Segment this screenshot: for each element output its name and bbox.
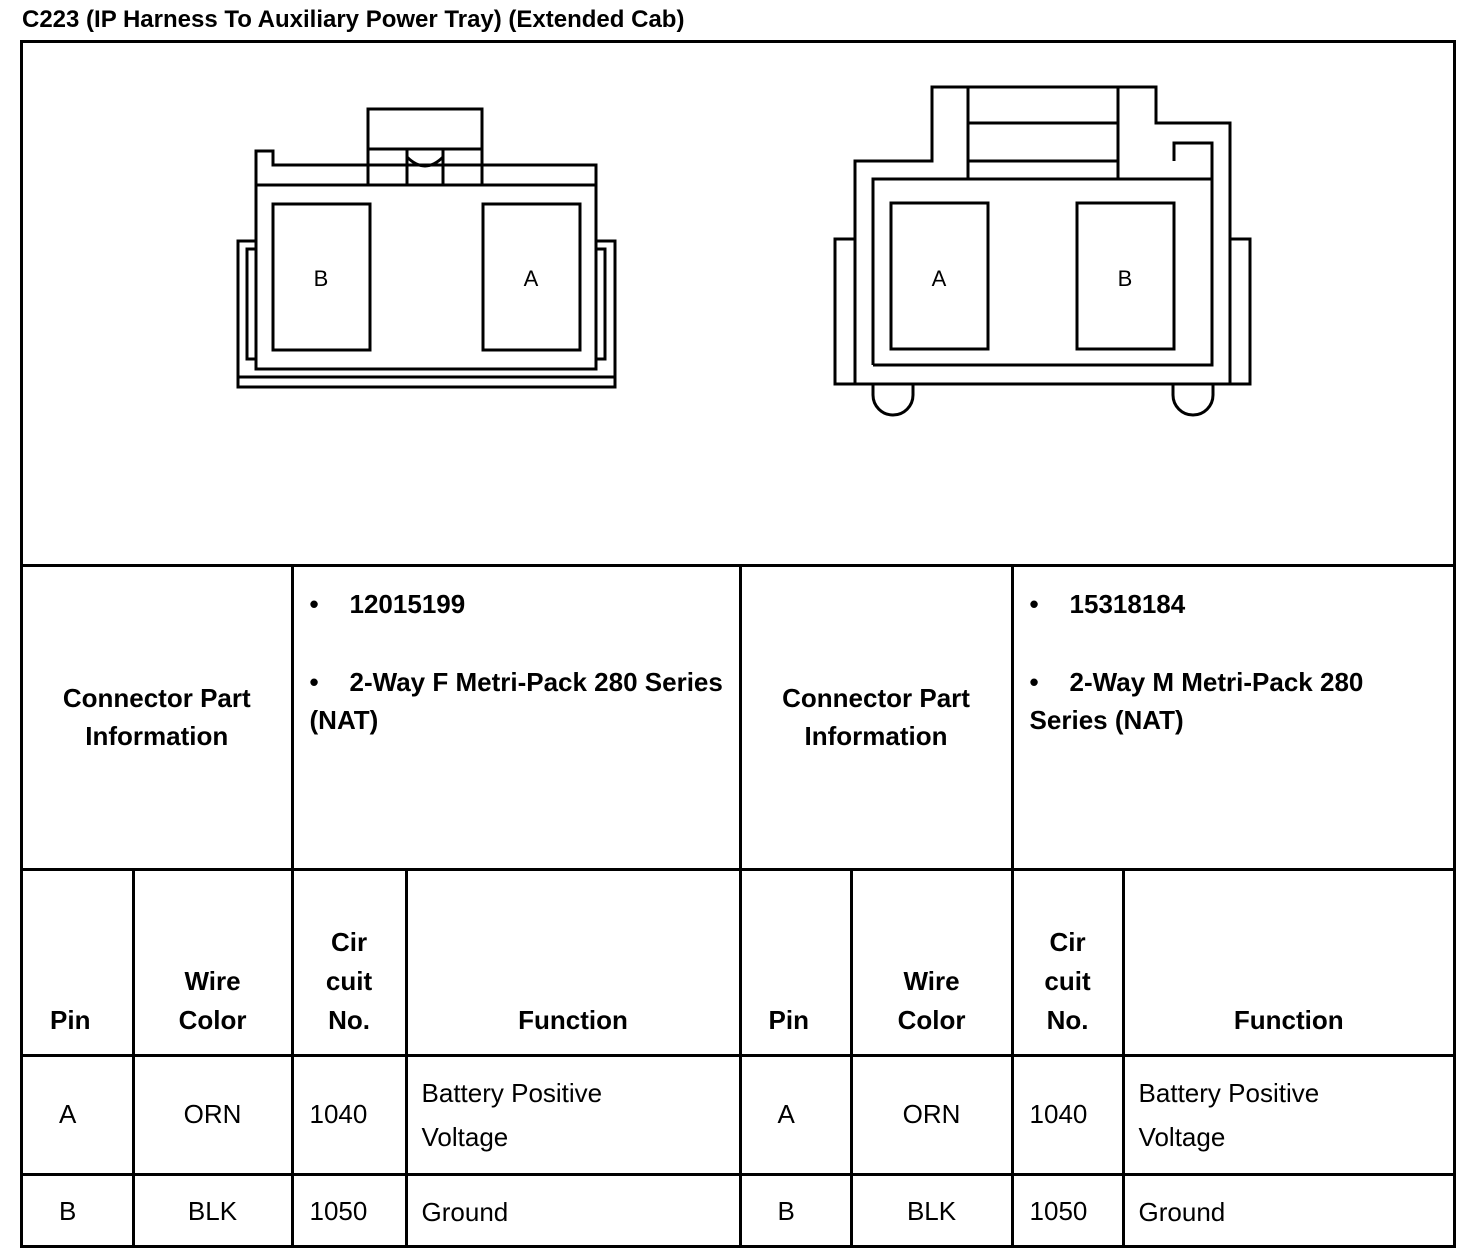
pin-cell: B [740,1174,851,1248]
table-row [23,1174,1453,1248]
column-header-row [23,869,1453,1055]
left-pin-label: A [523,266,539,291]
wire-color-cell: BLK [851,1174,1012,1248]
description-item [1030,663,1440,739]
circuit-no-cell: 1040 [292,1055,406,1174]
info-label-text: Connector Part Information [62,683,251,752]
left-connector-part-info [292,567,740,869]
connector-face-views [23,43,1453,564]
bullet-icon: • [1029,667,1039,697]
function-column-header: Function [1123,869,1453,1055]
wire-color-cell: BLK [133,1174,292,1248]
right-connector-pin-labels [932,266,1133,291]
page-title: C223 (IP Harness To Auxiliary Power Tray) (Extended Cab) [22,6,685,33]
part-number: 12015199 [349,589,466,619]
circuit-no-cell: 1050 [1012,1174,1123,1248]
function-column-header: Function [406,869,740,1055]
function-cell: Battery Positive Voltage [406,1055,740,1174]
right-connector-face [835,87,1250,415]
function-cell: Ground [1123,1174,1453,1248]
connector-info-table [23,567,1453,1248]
wire-color-column-header: Wire Color [133,869,292,1055]
circuit-no-column-header: Cir cuit No. [292,869,406,1055]
wire-color-cell: ORN [851,1055,1012,1174]
connector-frame [20,40,1456,1248]
pin-column-header: Pin [740,869,851,1055]
wire-color-cell: ORN [133,1055,292,1174]
connector-description: 2-Way M Metri-Pack 280 Series (NAT) [1029,667,1364,735]
description-item [310,663,725,739]
left-connector-face [238,109,615,387]
function-cell: Ground [406,1174,740,1248]
left-pin-label: B [313,266,329,291]
part-number: 15318184 [1069,589,1186,619]
connector-part-info-row [23,567,1453,869]
connector-description: 2-Way F Metri-Pack 280 Series (NAT) [309,667,723,735]
pin-column-header: Pin [23,869,133,1055]
bullet-icon: • [309,667,319,697]
part-number-item [310,585,725,623]
part-number-item [1030,585,1440,623]
bullet-icon: • [309,589,319,619]
left-connector-part-info-label [23,567,292,869]
function-cell: Battery Positive Voltage [1123,1055,1453,1174]
right-pin-label: B [1117,266,1133,291]
connector-diagram-area [23,43,1453,567]
pin-cell: A [740,1055,851,1174]
pin-cell: B [23,1174,133,1248]
bullet-icon: • [1029,589,1039,619]
circuit-no-column-header: Cir cuit No. [1012,869,1123,1055]
wire-color-column-header: Wire Color [851,869,1012,1055]
left-connector-pin-labels [314,266,539,291]
info-label-text: Connector Part Information [782,683,970,752]
circuit-no-cell: 1050 [292,1174,406,1248]
right-connector-part-info [1012,567,1453,869]
table-row [23,1055,1453,1174]
pin-cell: A [23,1055,133,1174]
right-connector-part-info-label [740,567,1012,869]
circuit-no-cell: 1040 [1012,1055,1123,1174]
right-pin-label: A [931,266,947,291]
